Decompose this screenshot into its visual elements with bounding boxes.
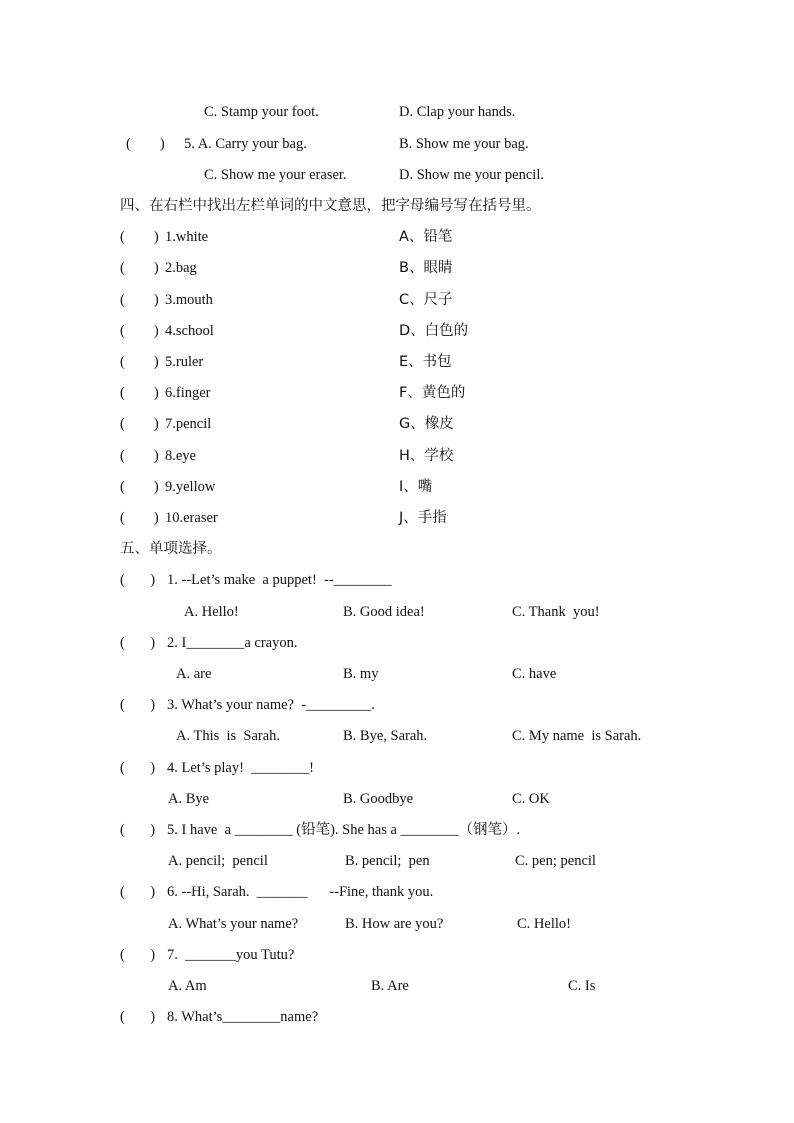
match-word: 1.white	[165, 229, 209, 245]
mcq-option-c[interactable]: C. My name is Sarah.	[512, 728, 642, 744]
match-word: 8.eye	[165, 448, 196, 464]
q4-option-c: C. Stamp your foot.	[204, 104, 319, 120]
mcq-option-a[interactable]: A. Bye	[168, 791, 210, 807]
mcq-stem: 8. What’s________name?	[167, 1009, 319, 1025]
mcq-option-a[interactable]: A. pencil; pencil	[168, 853, 268, 869]
mcq-option-c[interactable]: C. Hello!	[517, 916, 571, 932]
mcq-option-c[interactable]: C. Thank you!	[512, 604, 600, 620]
match-answer-paren[interactable]: ( )	[120, 510, 159, 526]
mcq-stem: 5. I have a ________ (铅笔). She has a ________（钢笔）.	[167, 822, 521, 838]
mcq-stem: 7. _______you Tutu?	[167, 947, 295, 963]
q5-option-b: B. Show me your bag.	[399, 136, 529, 152]
match-meaning: G、橡皮	[399, 416, 454, 432]
section5-heading: 五、单项选择。	[120, 541, 222, 557]
match-meaning: C、尺子	[399, 292, 453, 308]
match-meaning: F、黄色的	[399, 385, 466, 401]
mcq-option-c[interactable]: C. have	[512, 666, 557, 682]
match-meaning: B、眼睛	[399, 260, 453, 276]
match-word: 3.mouth	[165, 292, 213, 308]
match-meaning: E、书包	[399, 354, 452, 370]
match-word: 6.finger	[165, 385, 211, 401]
mcq-answer-paren[interactable]: ( )	[120, 1009, 156, 1025]
match-word: 10.eraser	[165, 510, 218, 526]
mcq-option-a[interactable]: A. This is Sarah.	[176, 728, 281, 744]
mcq-option-c[interactable]: C. pen; pencil	[515, 853, 596, 869]
q5-answer-paren[interactable]: ( )	[126, 136, 165, 152]
match-word: 4.school	[165, 323, 214, 339]
match-meaning: J、手指	[399, 510, 447, 526]
mcq-option-b[interactable]: B. Good idea!	[343, 604, 425, 620]
mcq-option-c[interactable]: C. Is	[568, 978, 596, 994]
mcq-option-a[interactable]: A. Hello!	[184, 604, 239, 620]
mcq-option-a[interactable]: A. Am	[168, 978, 207, 994]
mcq-stem: 3. What’s your name? -_________.	[167, 697, 375, 713]
match-answer-paren[interactable]: ( )	[120, 260, 159, 276]
mcq-option-b[interactable]: B. Bye, Sarah.	[343, 728, 428, 744]
match-answer-paren[interactable]: ( )	[120, 385, 159, 401]
mcq-answer-paren[interactable]: ( )	[120, 572, 156, 588]
mcq-option-b[interactable]: B. How are you?	[345, 916, 444, 932]
match-meaning: H、学校	[399, 448, 454, 464]
match-answer-paren[interactable]: ( )	[120, 229, 159, 245]
mcq-answer-paren[interactable]: ( )	[120, 947, 156, 963]
match-answer-paren[interactable]: ( )	[120, 448, 159, 464]
q4-option-d: D. Clap your hands.	[399, 104, 516, 120]
mcq-stem: 1. --Let’s make a puppet! --________	[167, 572, 392, 588]
match-answer-paren[interactable]: ( )	[120, 292, 159, 308]
match-word: 5.ruler	[165, 354, 204, 370]
match-word: 2.bag	[165, 260, 197, 276]
mcq-option-c[interactable]: C. OK	[512, 791, 550, 807]
match-word: 7.pencil	[165, 416, 212, 432]
section4-heading: 四、在右栏中找出左栏单词的中文意思，把字母编号写在括号里。	[120, 198, 541, 214]
mcq-answer-paren[interactable]: ( )	[120, 822, 156, 838]
mcq-option-b[interactable]: B. my	[343, 666, 379, 682]
mcq-option-b[interactable]: B. pencil; pen	[345, 853, 430, 869]
mcq-answer-paren[interactable]: ( )	[120, 760, 156, 776]
match-answer-paren[interactable]: ( )	[120, 479, 159, 495]
match-answer-paren[interactable]: ( )	[120, 354, 159, 370]
mcq-option-b[interactable]: B. Goodbye	[343, 791, 414, 807]
q5-stem: 5. A. Carry your bag.	[184, 136, 307, 152]
mcq-option-a[interactable]: A. are	[176, 666, 212, 682]
mcq-stem: 6. --Hi, Sarah. _______ --Fine, thank you.	[167, 884, 434, 900]
mcq-stem: 2. I________a crayon.	[167, 635, 298, 651]
match-meaning: D、白色的	[399, 323, 469, 339]
mcq-option-b[interactable]: B. Are	[371, 978, 409, 994]
mcq-answer-paren[interactable]: ( )	[120, 697, 156, 713]
q5-option-c: C. Show me your eraser.	[204, 167, 347, 183]
match-meaning: I、嘴	[399, 479, 433, 495]
match-answer-paren[interactable]: ( )	[120, 323, 159, 339]
match-word: 9.yellow	[165, 479, 216, 495]
mcq-answer-paren[interactable]: ( )	[120, 635, 156, 651]
mcq-answer-paren[interactable]: ( )	[120, 884, 156, 900]
match-meaning: A、铅笔	[399, 229, 453, 245]
mcq-option-a[interactable]: A. What’s your name?	[168, 916, 299, 932]
match-answer-paren[interactable]: ( )	[120, 416, 159, 432]
q5-option-d: D. Show me your pencil.	[399, 167, 544, 183]
mcq-stem: 4. Let’s play! ________!	[167, 760, 314, 776]
